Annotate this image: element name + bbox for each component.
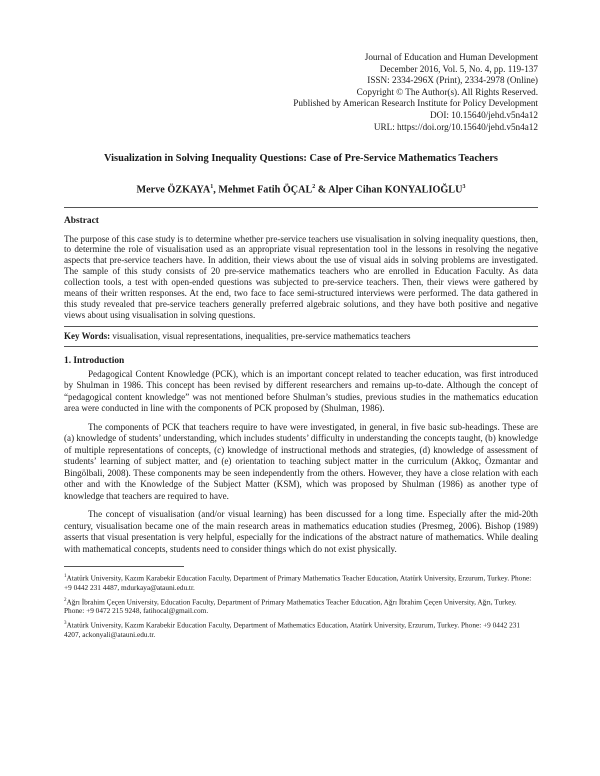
- footnote-text: Atatürk University, Kazım Karabekir Education Faculty, Department of Mathematics Education, Atatürk University, Erzurum, Turkey. Phone: +9 0442 231 4207, ackonyali@atauni.edu.tr.: [64, 620, 521, 639]
- author-name: Alper Cihan KONYALIOĞLU: [328, 184, 463, 196]
- footnote-text: Atatürk University, Kazım Karabekir Education Faculty, Department of Primary Mathematics Teacher Education, Atatürk University, Erzurum, Turkey. Phone: +9 0442 231 4487, mdurkaya@atauni.edu.tr.: [64, 573, 532, 593]
- keywords: [64, 331, 538, 341]
- journal-issue: December 2016, Vol. 5, No. 4, pp. 119-137: [379, 63, 538, 74]
- journal-info: [64, 0, 538, 133]
- footnote-mark: 2: [64, 597, 67, 603]
- author-list: [64, 184, 538, 195]
- journal-publisher: Published by American Research Institute for Policy Development: [293, 98, 538, 109]
- body-paragraph: The concept of visualisation (and/or visual learning) has been discussed for a long time. Especially after the mid-20th century, visualisation became one of the main research areas in mathematics education studies (Presmeg, 2006). Bishop (1989) asserts that visual presentation is very helpful, especially for the indications of the abstract nature of mathematics. While dealing with mathematical concepts, students need to consider things which do not exist physically.: [64, 509, 538, 554]
- journal-copyright: Copyright © The Author(s). All Rights Reserved.: [356, 86, 538, 97]
- footnote-mark: 1: [64, 574, 67, 580]
- footnote: [64, 596, 538, 616]
- section-heading: 1. Introduction: [64, 355, 125, 366]
- body-paragraph: The components of PCK that teachers require to have were investigated, in general, in five basic sub-headings. These are (a) knowledge of students’ understanding, which includes students’ difficulty in understanding the concepts taught, (b) knowledge of multiple representations of concepts, (c) knowledge of instructional methods and strategies, (d) knowledge of assessment of students’ learning of subject matter, and (e) orientation to teaching subject matter in the curriculum (Akkoç, Özmantar and Bingölbali, 2008). These components may be seen independently from the others. However, they have a close relation with each other and with the Knowledge of the Subject Matter (KSM), which was proposed by Shulman (1986) as another type of knowledge that teachers are required to have.: [64, 421, 538, 501]
- journal-url[interactable]: URL: https://doi.org/10.15640/jehd.v5n4a12: [373, 121, 538, 132]
- footnotes: [64, 572, 538, 639]
- footnote-text: Ağrı İbrahim Çeçen University, Education Faculty, Department of Primary Mathematics Teacher Education, Ağrı İbrahim Çeçen University, Ağrı, Turkey. Phone: +9 0472 215 9248, fatihocal@gmail.com.: [64, 596, 517, 616]
- journal-issn: ISSN: 2334-296X (Print), 2334-2978 (Online): [367, 75, 538, 86]
- journal-name: Journal of Education and Human Development: [364, 52, 538, 62]
- divider: [64, 346, 538, 347]
- abstract-text: The purpose of this case study is to determine whether pre-service teachers use visualisation in solving inequality questions, then, to determine the role of visualisation used as an appropriate visual representation tool in the lessons in resolving the negative aspects that pre-service teachers have. In addition, their views about the use of visual aids in solving problems are investigated. The sample of this study consists of 20 pre-service mathematics teachers who are enrolled in Education Faculty. As data collection tools, a test with open-ended questions was subjected to pre-service teachers. Then, their views were gathered by means of their written responses. At the end, two face to face semi-structured interviews were performed. The data gathered in this study revealed that pre-service teachers generally preferred algebraic solutions, and they have both positive and negative views about using visualisation in solving questions.: [64, 233, 538, 320]
- footnote: [64, 572, 538, 592]
- keywords-label: Key Words:: [64, 330, 111, 341]
- journal-doi: DOI: 10.15640/jehd.v5n4a12: [430, 109, 538, 120]
- keywords-text: visualisation, visual representations, inequalities, pre-service mathematics teachers: [110, 330, 411, 341]
- author-separator: ,: [213, 184, 219, 196]
- author-affiliation-mark: 2: [312, 184, 316, 191]
- paper-title: Visualization in Solving Inequality Questions: Case of Pre-Service Mathematics Teachers: [104, 153, 498, 165]
- footnote-divider: [64, 566, 184, 567]
- divider: [64, 207, 538, 208]
- author-separator: &: [315, 184, 329, 196]
- body-paragraph: Pedagogical Content Knowledge (PCK), which is an important concept related to teacher education, was first introduced by Shulman in 1986. This concept has been revised by different researchers and remains up-to-date. Although the concept of “pedagogical content knowledge” was not mentioned before Shulman’s studies, previous studies in the mathematics education area were conducted in line with the components of PCK proposed by (Shulman, 1986).: [64, 368, 538, 414]
- author-affiliation-mark: 3: [462, 184, 466, 191]
- footnote: [64, 619, 538, 639]
- abstract-heading: Abstract: [64, 215, 99, 226]
- author-name: Merve ÖZKAYA: [136, 184, 211, 196]
- author-affiliation-mark: 1: [210, 184, 214, 191]
- footnote-mark: 3: [64, 620, 67, 626]
- divider: [64, 326, 538, 327]
- author-name: Mehmet Fatih ÖÇAL: [218, 184, 313, 196]
